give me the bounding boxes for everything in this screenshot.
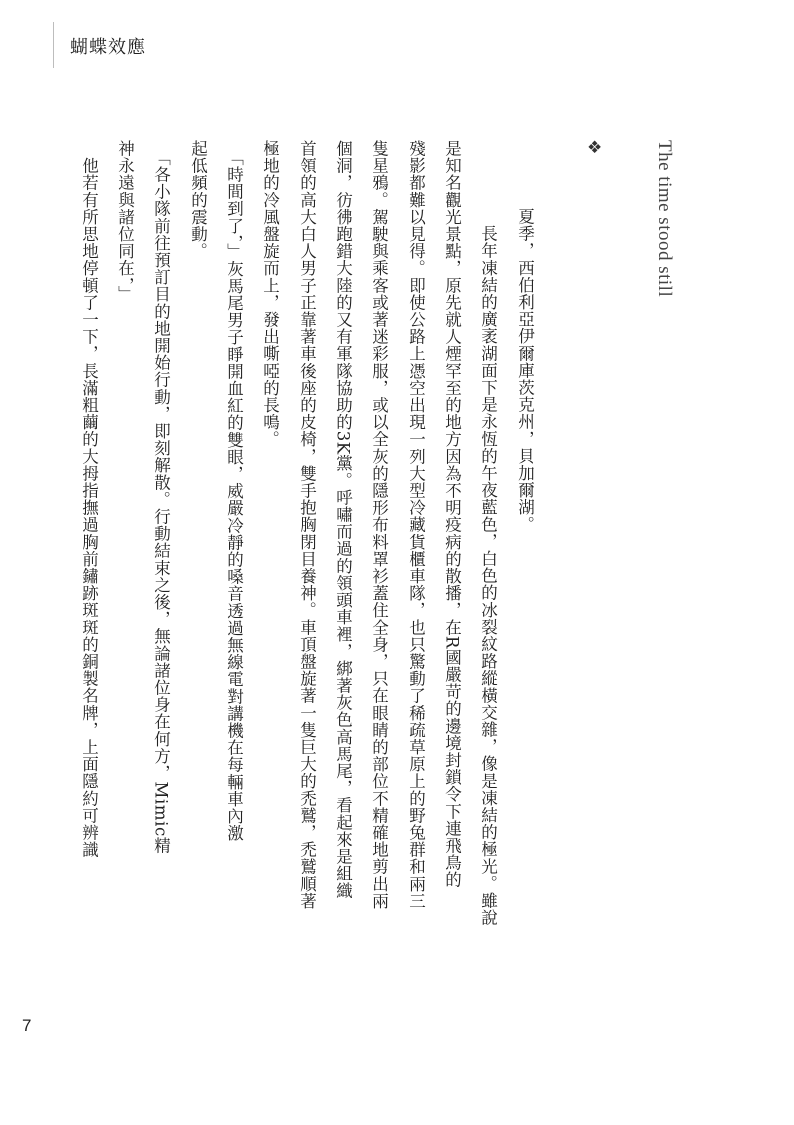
body-column: 「各小隊前往預訂目的地開始行動，即刻解散。行動結束之後，無論諸位身在何方，Mimic精 xyxy=(151,140,171,854)
page-number: 7 xyxy=(22,1016,32,1035)
body-column: 夏季，西伯利亞伊爾庫茨克州，貝加爾湖。 xyxy=(515,208,535,533)
chapter-title: The time stood still xyxy=(654,140,675,298)
body-column: 神永遠與諸位同在，」 xyxy=(115,140,135,303)
body-column: 長年凍結的廣袤湖面下是永恆的午夜藍色，白色的冰裂紋路縱橫交雜，像是凍結的極光。雖說 xyxy=(478,208,498,927)
body-column: 「時間到了，」灰馬尾男子睜開血紅的雙眼，威嚴冷靜的嗓音透過無線電對講機在每輛車內激 xyxy=(224,140,244,842)
section-ornament-icon: ❖ xyxy=(587,138,603,158)
body-column: 極地的冷風盤旋而上，發出嘶啞的長鳴。 xyxy=(260,140,280,448)
body-column: 是知名觀光景點，原先就人煙罕至的地方因為不明疫病的散播，在R國嚴苛的邊境封鎖令下連飛鳥的 xyxy=(442,140,462,889)
book-title: 蝴蝶效應 xyxy=(70,37,146,58)
body-column: 首領的高大白人男子正靠著車後座的皮椅，雙手抱胸閉目養神。車頂盤旋著一隻巨大的禿鷲，禿鷲順著 xyxy=(297,140,317,910)
body-column: 隻星鴉。駕駛與乘客或著迷彩服，或以全灰的隱形布料罩衫蓋住全身，只在眼睛的部位不精確地剪出兩 xyxy=(369,140,389,910)
body-column: 他若有所思地停頓了一下，長滿粗繭的大拇指撫過胸前鏽跡斑斑的銅製名牌，上面隱約可辨識 xyxy=(79,140,99,859)
body-column: 起低頻的震動。 xyxy=(188,140,208,260)
body-column: 個洞，彷彿跑錯大陸的又有軍隊協助的3K黨。呼嘯而過的領頭車裡，綁著灰色高馬尾，看起來是組織 xyxy=(333,140,353,900)
body-column: 殘影都難以見得。即使公路上憑空出現一列大型冷藏貨櫃車隊，也只驚動了稀疏草原上的野兔群和兩三 xyxy=(406,140,426,910)
header-divider xyxy=(53,22,54,68)
